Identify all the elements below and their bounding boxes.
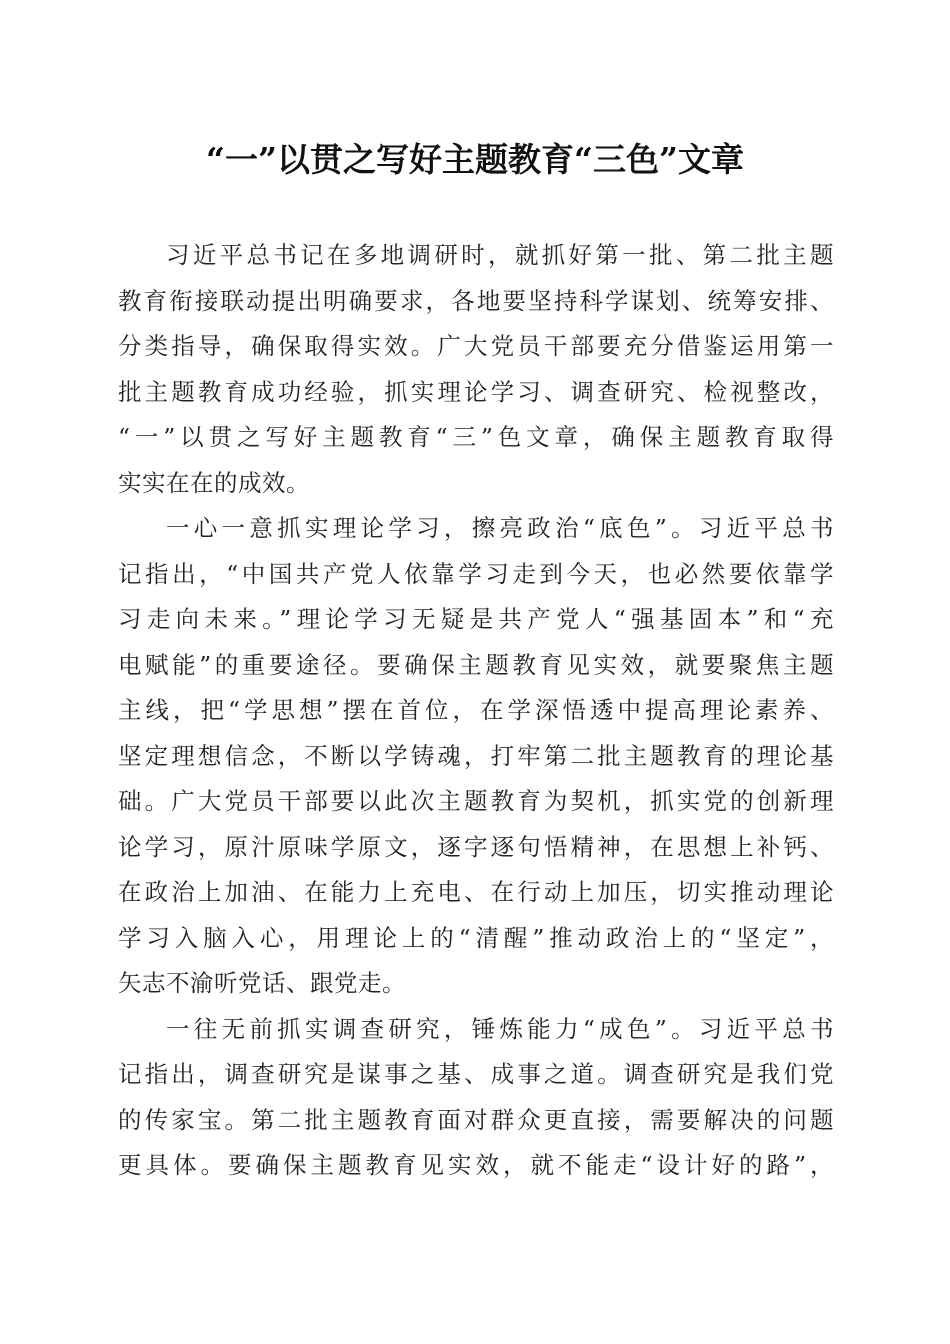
paragraph-1-line-4: 批主题教育成功经验，抓实理论学习、调查研究、检视整改， <box>118 377 834 406</box>
paragraph-1-line-2: 教育衔接联动提出明确要求，各地要坚持科学谋划、统筹安排、 <box>118 286 834 315</box>
paragraph-2-line-3: 习走向未来。”理论学习无疑是共产党人“强基固本”和“充 <box>118 605 834 633</box>
paragraph-2-line-7: 础。广大党员干部要以此次主题教育为契机，抓实党的创新理 <box>118 787 834 815</box>
paragraph-1-line-3: 分类指导，确保取得实效。广大党员干部要充分借鉴运用第一 <box>118 332 834 360</box>
paragraph-3-line-3: 的传家宝。第二批主题教育面对群众更直接，需要解决的问题 <box>118 1105 834 1134</box>
document-title: “一”以贯之写好主题教育“三色”文章 <box>206 140 744 179</box>
paragraph-2-line-1: 一心一意抓实理论学习，擦亮政治“底色”。习近平总书 <box>166 514 834 542</box>
paragraph-1-line-1: 习近平总书记在多地调研时，就抓好第一批、第二批主题 <box>166 241 834 269</box>
paragraph-3-line-4: 更具体。要确保主题教育见实效，就不能走“设计好的路”， <box>118 1151 834 1179</box>
paragraph-3-line-1: 一往无前抓实调查研究，锤炼能力“成色”。习近平总书 <box>166 1014 834 1043</box>
paragraph-2-line-8: 论学习，原汁原味学原文，逐字逐句悟精神，在思想上补钙、 <box>118 832 834 861</box>
paragraph-2-line-6: 坚定理想信念，不断以学铸魂，打牢第二批主题教育的理论基 <box>118 741 834 770</box>
paragraph-2-line-11: 矢志不渝听党话、跟党走。 <box>118 969 406 997</box>
paragraph-2-line-5: 主线，把“学思想”摆在首位，在学深悟透中提高理论素养、 <box>118 696 834 724</box>
paragraph-1-line-6: 实实在在的成效。 <box>118 468 310 497</box>
document-body <box>118 233 834 1189</box>
paragraph-3-line-2: 记指出，调查研究是谋事之基、成事之道。调查研究是我们党 <box>118 1060 834 1088</box>
paragraph-2-line-2: 记指出，“中国共产党人依靠学习走到今天，也必然要依靠学 <box>118 559 834 588</box>
paragraph-2-line-9: 在政治上加油、在能力上充电、在行动上加压，切实推动理论 <box>118 878 834 906</box>
paragraph-1-line-5: “一”以贯之写好主题教育“三”色文章，确保主题教育取得 <box>118 423 834 451</box>
paragraph-2-line-4: 电赋能”的重要途径。要确保主题教育见实效，就要聚焦主题 <box>118 650 834 679</box>
paragraph-2-line-10: 学习入脑入心，用理论上的“清醒”推动政治上的“坚定”， <box>118 923 834 952</box>
